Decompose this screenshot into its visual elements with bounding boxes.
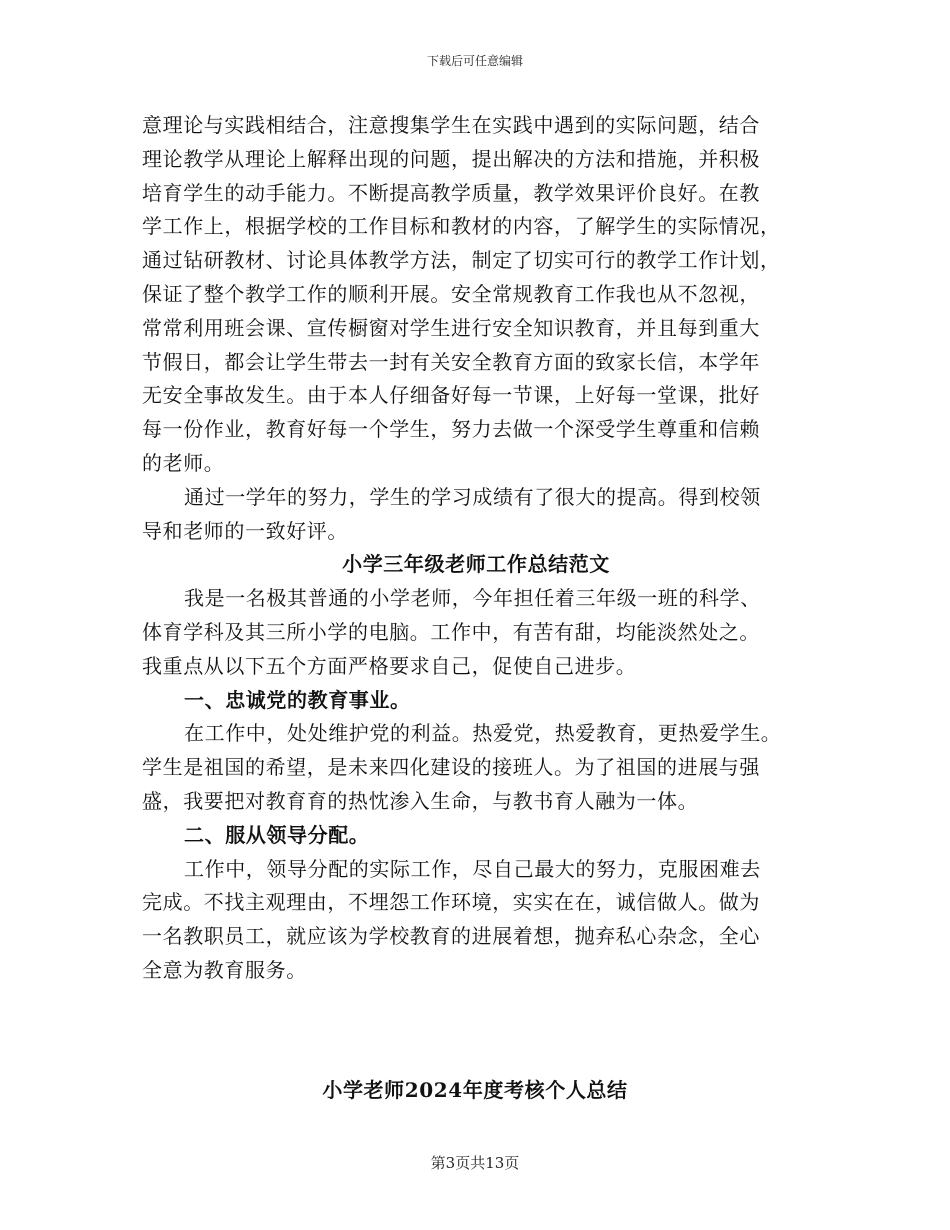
body-line: 在工作中，处处维护党的利益。热爱党，热爱教育，更热爱学生。 xyxy=(184,721,782,746)
section-title: 小学三年级老师工作总结范文 xyxy=(342,552,610,577)
body-line: 每一份作业，教育好每一个学生，努力去做一个深受学生尊重和信赖 xyxy=(142,417,760,442)
document-body xyxy=(142,109,810,988)
section-title: 小学老师2024年度考核个人总结 xyxy=(322,1078,628,1102)
body-line: 全意为教育服务。 xyxy=(142,957,307,982)
body-line: 常常利用班会课、宣传橱窗对学生进行安全知识教育，并且每到重大 xyxy=(142,315,760,340)
body-line: 完成。不找主观理由，不埋怨工作环境，实实在在，诚信做人。做为 xyxy=(142,890,760,915)
point-title: 一、忠诚党的教育事业。 xyxy=(184,687,411,712)
body-line: 导和老师的一致好评。 xyxy=(142,518,348,543)
body-line: 学生是祖国的希望，是未来四化建设的接班人。为了祖国的进展与强 xyxy=(142,755,760,780)
body-line: 工作中，领导分配的实际工作，尽自己最大的努力，克服困难去 xyxy=(184,856,761,881)
body-line: 保证了整个教学工作的顺利开展。安全常规教育工作我也从不忽视， xyxy=(142,281,760,306)
body-line: 节假日，都会让学生带去一封有关安全教育方面的致家长信，本学年 xyxy=(142,349,760,374)
page-header: 下载后可任意编辑 xyxy=(426,54,523,68)
body-line: 我重点从以下五个方面严格要求自己，促使自己进步。 xyxy=(142,653,637,678)
body-line: 通过钻研教材、讨论具体教学方法，制定了切实可行的教学工作计划， xyxy=(142,248,781,273)
body-line: 的老师。 xyxy=(142,450,225,475)
body-line: 培育学生的动手能力。不断提高教学质量，教学效果评价良好。在教 xyxy=(142,180,760,205)
point-title: 二、服从领导分配。 xyxy=(184,822,370,847)
body-line: 意理论与实践相结合，注意搜集学生在实践中遇到的实际问题，结合 xyxy=(142,113,760,137)
body-line: 理论教学从理论上解释出现的问题，提出解决的方法和措施，并积极 xyxy=(142,146,760,171)
body-line: 通过一学年的努力，学生的学习成绩有了很大的提高。得到校领 xyxy=(184,484,761,509)
body-line: 盛，我要把对教育育的热忱渗入生命，与教书育人融为一体。 xyxy=(142,788,699,813)
body-line: 学工作上，根据学校的工作目标和教材的内容，了解学生的实际情况， xyxy=(142,214,781,239)
body-line: 无安全事故发生。由于本人仔细备好每一节课，上好每一堂课，批好 xyxy=(142,383,760,408)
body-line: 我是一名极其普通的小学老师，今年担任着三年级一班的科学、 xyxy=(184,586,761,611)
body-line: 体育学科及其三所小学的电脑。工作中，有苦有甜，均能淡然处之。 xyxy=(142,619,760,644)
page-footer: 第3页共13页 xyxy=(430,1154,520,1172)
body-line: 一名教职员工，就应该为学校教育的进展着想，抛弃私心杂念，全心 xyxy=(142,924,760,949)
